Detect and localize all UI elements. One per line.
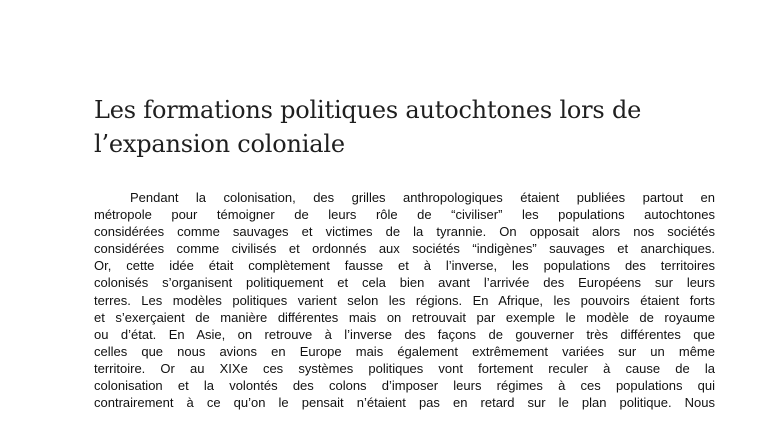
paragraph-line: Or, cette idée était complètement fausse et à l’inverse, les populations des territoires (94, 258, 715, 274)
paragraph-line: et s’exerçaient de manière différentes mais on retrouvait par exemple le modèle de royaume (94, 309, 715, 325)
document-title (94, 93, 714, 161)
paragraph-line: considérées comme civilisés et ordonnés aux sociétés “indigènes” sauvages et anarchiques. (94, 241, 715, 257)
paragraph-line: considérées comme sauvages et victimes de la tyrannie. On opposait alors nos sociétés (94, 224, 715, 240)
title-line: Les formations politiques autochtones lors de (94, 96, 642, 124)
paragraph-line: métropole pour témoigner de leurs rôle de “civiliser” les populations autochtones (94, 207, 715, 223)
paragraph-line: celles que nous avions en Europe mais également extrêmement variées sur un même (94, 343, 715, 359)
paragraph-line: Pendant la colonisation, des grilles anthropologiques étaient publiées partout en (130, 190, 715, 205)
paragraph-line: terres. Les modèles politiques varient selon les régions. En Afrique, les pouvoirs étaient forts (94, 292, 715, 308)
paragraph-line: colonisation et la volontés des colons d’imposer leurs régimes à ces populations qui (94, 378, 715, 394)
paragraph-line: contrairement à ce qu’on le pensait n’étaient pas en retard sur le plan politique. Nous (94, 395, 715, 411)
body-paragraph (94, 189, 715, 411)
title-line: l’expansion coloniale (94, 130, 345, 158)
paragraph-line: colonisés s’organisent politiquement et cela bien avant l’arrivée des Européens sur leurs (94, 275, 715, 291)
paragraph-line: ou d’état. En Asie, on retrouve à l’inverse des façons de gouverner très différentes que (94, 326, 715, 342)
paragraph-line: territoire. Or au XIXe ces systèmes politiques vont fortement reculer à cause de la (94, 360, 715, 376)
